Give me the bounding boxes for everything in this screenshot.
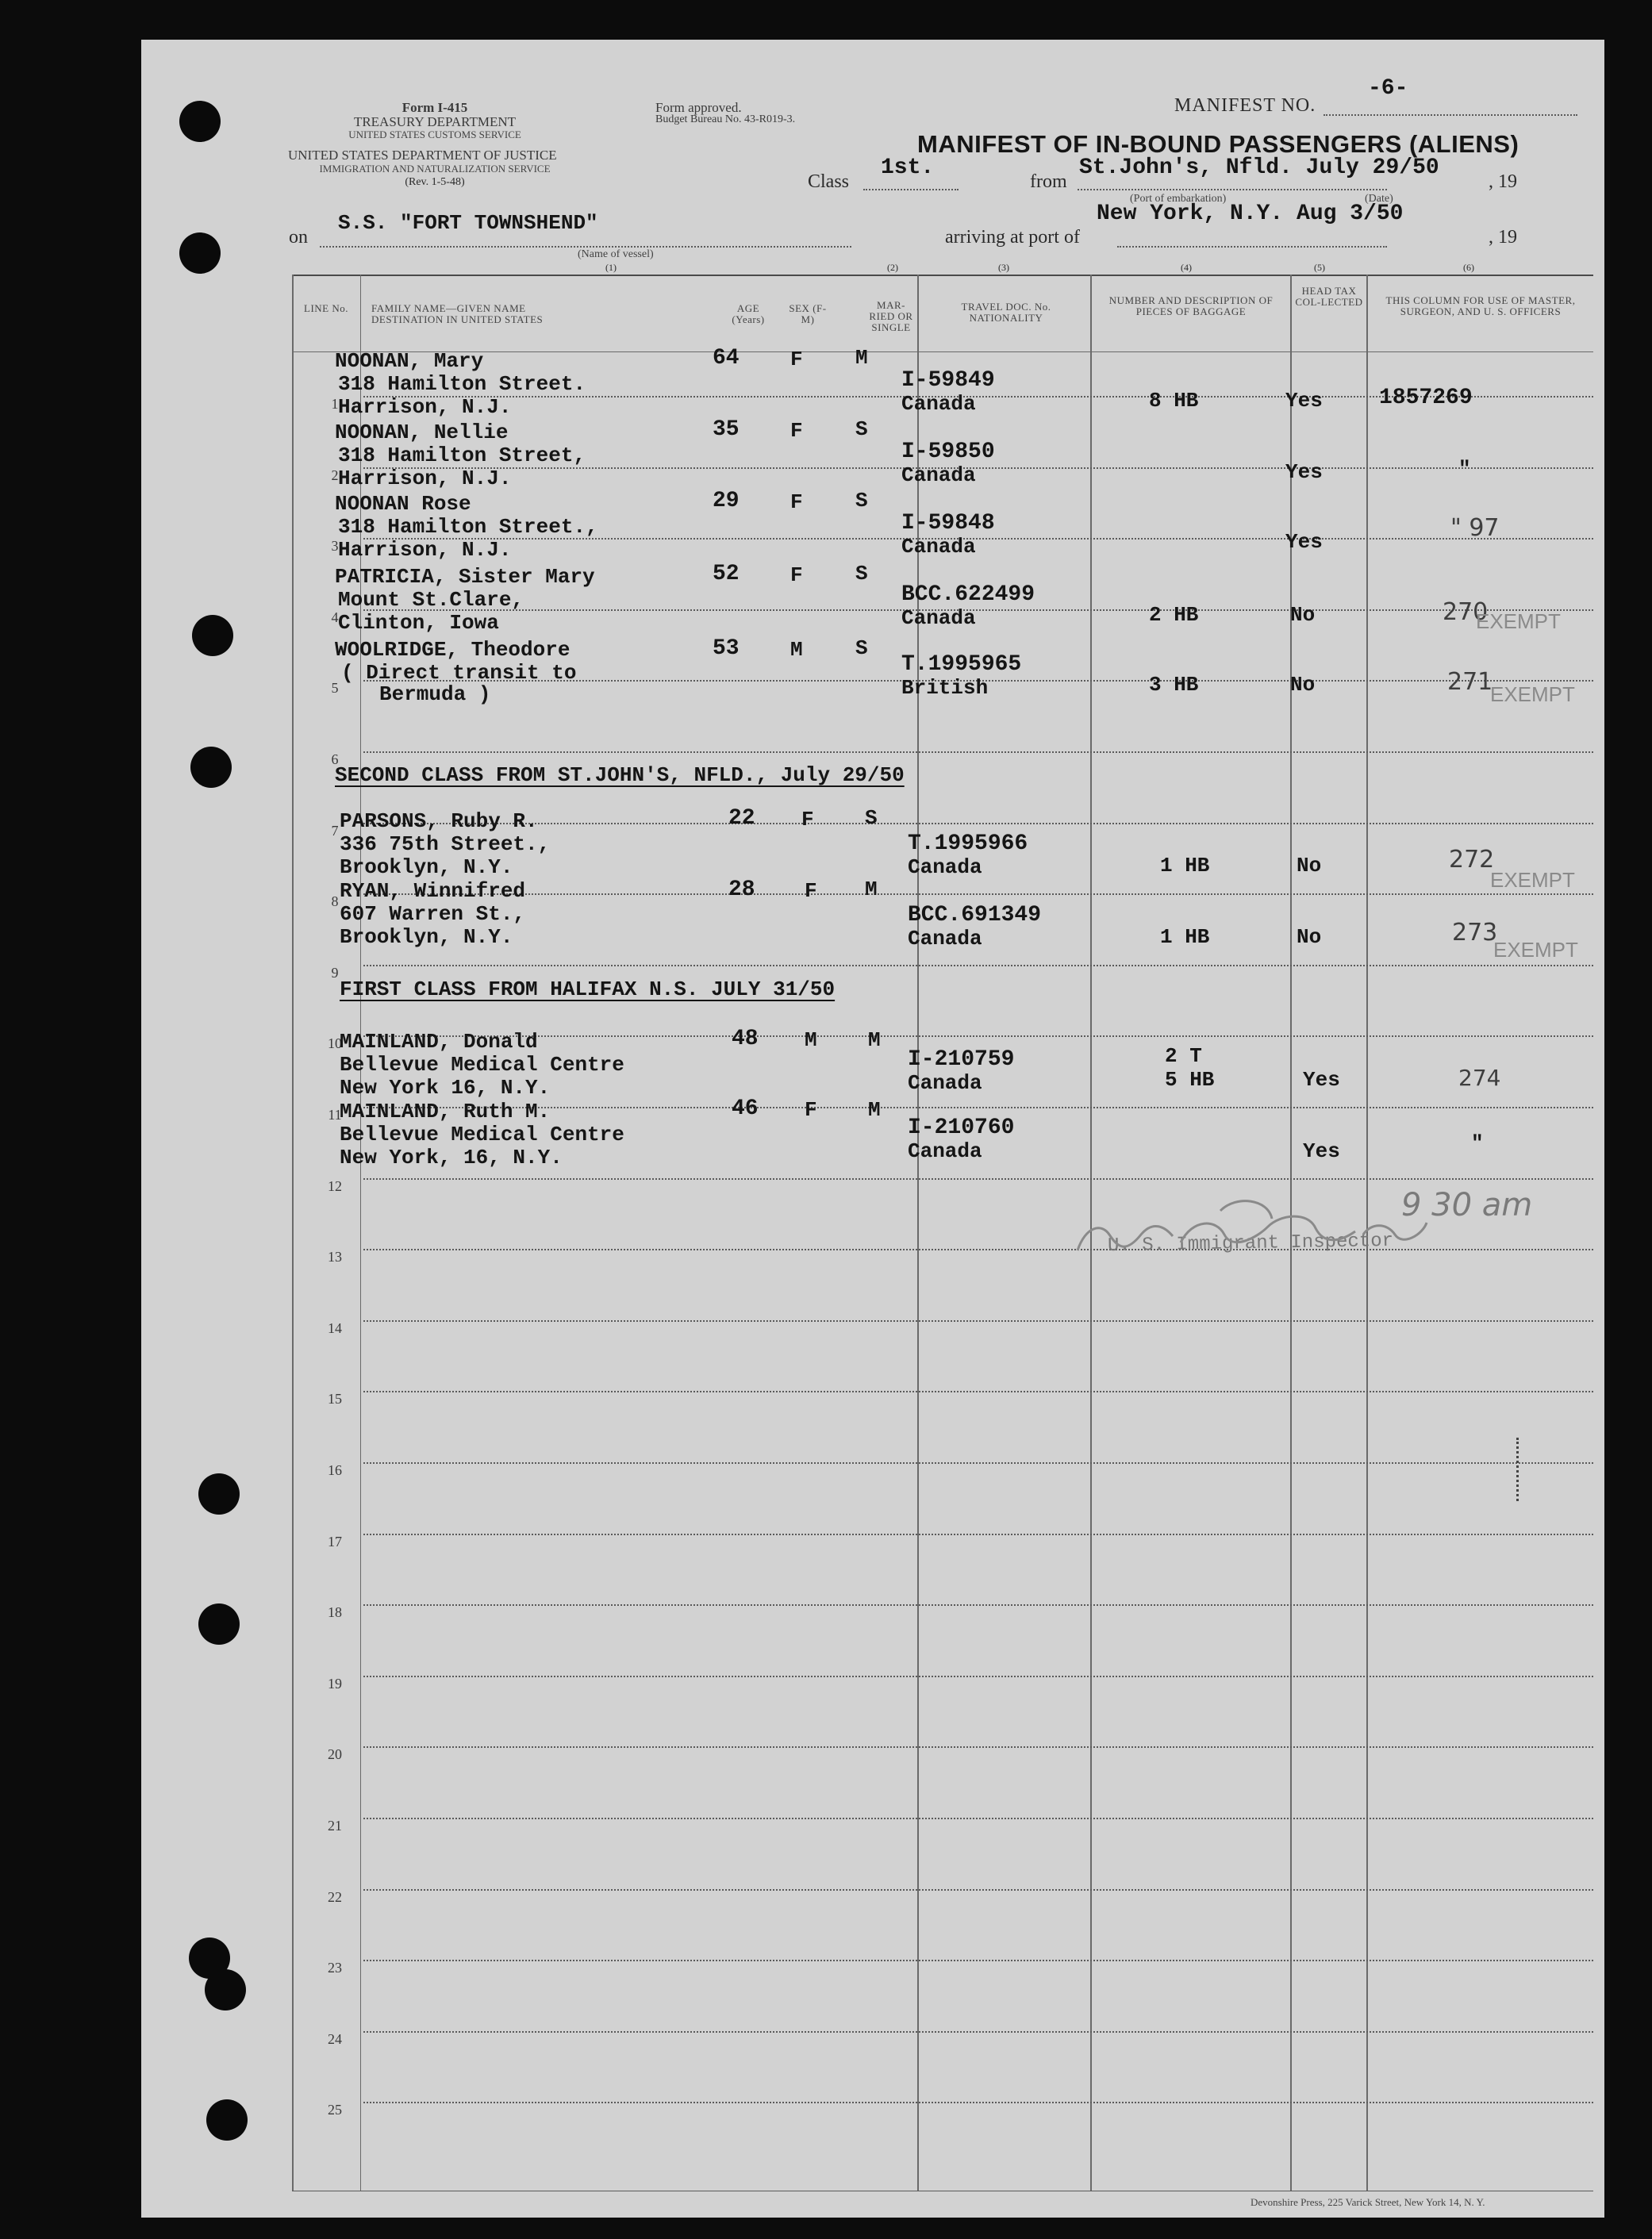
class-line [863,189,959,190]
passenger-nationality: Canada [901,392,976,416]
passenger-age: 29 [713,489,740,513]
table-top-rule [292,275,1593,276]
binder-hole [206,2099,248,2141]
arriving-label: arriving at port of [945,227,1080,248]
line-number: 18 [328,1604,342,1620]
line-number: 24 [328,2031,342,2047]
row-rule [363,1462,1593,1464]
from-value: St.John's, Nfld. July 29/50 [1079,156,1439,180]
passenger-name: RYAN, Winnifred [340,879,526,903]
passenger-age: 64 [713,346,740,371]
customs-service: UNITED STATES CUSTOMS SERVICE [348,129,521,140]
line-number: 17 [328,1534,342,1550]
row-rule [363,2031,1593,2033]
row-rule [363,1035,1593,1037]
line-number: 10 [328,1035,342,1051]
head-tax-value: No [1297,854,1322,878]
passenger-baggage: 2 T [1165,1044,1202,1068]
officer-entry: 270 [1443,598,1489,626]
header-sex: SEX (F-M) [789,302,827,325]
passenger-name: NOONAN, Nellie [335,421,509,444]
passenger-address-line: ( Direct transit to [341,661,577,685]
row-rule [363,823,1593,824]
exempt-stamp: EXEMPT [1490,682,1575,706]
passenger-age: 52 [713,562,740,586]
passenger-sex: F [790,348,803,371]
col-num-4: (4) [1181,262,1192,273]
section-heading-second-class: SECOND CLASS FROM ST.JOHN'S, NFLD., July 29/50 [335,763,905,787]
passenger-sex: M [790,638,803,662]
passenger-marital: M [868,1098,881,1122]
passenger-name: PATRICIA, Sister Mary [335,565,595,589]
form-number: Form I-415 [401,100,468,115]
passenger-name: MAINLAND, Ruth M. [340,1100,551,1123]
line-number: 4 [331,609,339,625]
passenger-address-line: 336 75th Street., [340,832,551,856]
head-tax-value: Yes [1285,389,1323,413]
passenger-marital: M [868,1028,881,1052]
arriving-value: New York, N.Y. Aug 3/50 [1097,202,1404,226]
passenger-travel-doc: T.1995966 [908,831,1028,856]
row-rule [363,1676,1593,1677]
year-two: , 19 [1489,227,1517,248]
passenger-sex: M [805,1028,817,1052]
header-age: AGE (Years) [732,302,765,325]
manifest-sheet [141,40,1604,2218]
passenger-name: NOONAN, Mary [335,349,484,373]
line-number: 20 [328,1746,342,1762]
head-tax-value: No [1290,603,1316,627]
line-number: 5 [331,680,339,696]
passenger-sex: F [790,419,803,443]
passenger-travel-doc: BCC.622499 [901,582,1035,607]
row-rule [363,965,1593,966]
from-label: from [1030,171,1067,192]
col-divider-doc [917,275,919,2191]
ins-service: IMMIGRATION AND NATURALIZATION SERVICE [319,163,551,175]
passenger-name: NOONAN Rose [335,492,471,516]
officer-entry: 272 [1449,846,1495,874]
head-tax-value: Yes [1303,1139,1340,1163]
passenger-address-line: New York 16, N.Y. [340,1076,551,1100]
header-officers: THIS COLUMN FOR USE OF MASTER, SURGEON, AND U. S. OFFICERS [1385,294,1576,317]
passenger-baggage: 5 HB [1165,1068,1215,1092]
exempt-stamp: EXEMPT [1490,868,1575,892]
port-embarkation-note: (Port of embarkation) [1130,193,1227,205]
officer-entry: " [1458,457,1471,481]
from-line [1078,189,1387,190]
col-num-3: (3) [998,262,1009,273]
header-line-no: LINE No. [304,302,348,314]
form-revision: (Rev. 1-5-48) [405,176,465,188]
line-number: 23 [328,1960,342,1976]
row-rule [363,1960,1593,1961]
row-rule [363,609,1593,611]
passenger-address-line: 318 Hamilton Street., [338,515,598,539]
treasury-dept: TREASURY DEPARTMENT [353,114,517,129]
passenger-marital: M [865,878,878,901]
passenger-age: 53 [713,636,740,661]
row-rule [363,1746,1593,1748]
passenger-address-line: New York, 16, N.Y. [340,1146,563,1169]
passenger-sex: F [805,1098,817,1122]
passenger-address-line: Mount St.Clare, [338,588,524,612]
passenger-nationality: Canada [908,1071,982,1095]
head-tax-value: No [1297,925,1322,949]
line-number: 6 [331,751,339,767]
section-heading-first-class-halifax: FIRST CLASS FROM HALIFAX N.S. JULY 31/50 [340,977,836,1001]
passenger-sex: F [790,563,803,587]
binder-hole [198,1473,240,1515]
passenger-age: 22 [728,806,755,831]
binder-hole [205,1969,246,2010]
header-head-tax: HEAD TAX COL-LECTED [1295,285,1363,308]
line-number: 14 [328,1320,342,1336]
line-number: 12 [328,1178,342,1194]
class-label: Class [808,171,850,192]
passenger-name: WOOLRIDGE, Theodore [335,638,571,662]
officer-entry: 271 [1447,668,1493,696]
binder-hole [190,747,232,788]
passenger-baggage: 1 HB [1160,854,1210,878]
passenger-age: 28 [728,878,755,902]
binder-hole [179,101,221,142]
line-number: 11 [328,1107,342,1123]
passenger-age: 48 [732,1027,759,1051]
line-number: 3 [331,538,339,554]
binder-hole [198,1603,240,1645]
binder-hole [192,615,233,656]
passenger-address-line: Harrison, N.J. [338,395,512,419]
line-number: 21 [328,1818,342,1834]
col-num-1: (1) [605,262,617,273]
line-number: 25 [328,2102,342,2118]
passenger-age: 35 [713,417,740,442]
passenger-sex: F [801,808,814,831]
class-value: 1st. [881,156,935,180]
passenger-address-line: Harrison, N.J. [338,467,512,490]
head-tax-value: Yes [1285,460,1323,484]
passenger-baggage: 3 HB [1149,673,1199,697]
table-header-rule [292,351,1593,352]
passenger-address-line: Clinton, Iowa [338,611,499,635]
passenger-travel-doc: T.1995965 [901,652,1022,677]
line-number: 9 [331,965,339,981]
line-number: 8 [331,893,339,909]
passenger-marital: S [855,489,868,513]
line-number: 13 [328,1249,342,1265]
line-number: 1 [331,396,339,412]
passenger-name: MAINLAND, Donald [340,1030,538,1054]
passenger-sex: F [805,879,817,903]
justice-dept: UNITED STATES DEPARTMENT OF JUSTICE [288,148,557,163]
exempt-stamp: EXEMPT [1493,938,1578,962]
header-travel-doc: TRAVEL DOC. No. NATIONALITY [961,301,1051,324]
year-one: , 19 [1489,171,1517,192]
printer-footer: Devonshire Press, 225 Varick Street, New York 14, N. Y. [1251,2196,1485,2208]
passenger-marital: S [855,636,868,660]
inspector-time: 9 30 am [1401,1187,1533,1223]
passenger-travel-doc: I-210760 [908,1116,1015,1140]
col-num-6: (6) [1463,262,1474,273]
passenger-marital: S [855,417,868,441]
row-rule [363,1391,1593,1392]
row-rule [363,1818,1593,1819]
head-tax-value: Yes [1285,530,1323,554]
col-num-2: (2) [887,262,898,273]
manifest-title: MANIFEST OF IN-BOUND PASSENGERS (ALIENS) [917,130,1519,158]
officer-entry: 1857269 [1379,386,1473,410]
budget-bureau: Budget Bureau No. 43-R019-3. [655,113,796,125]
row-rule [363,1604,1593,1606]
row-rule [363,2102,1593,2103]
immigrant-inspector-stamp: U. S. Immigrant Inspector [1107,1230,1394,1258]
passenger-address-line: 318 Hamilton Street, [338,444,586,467]
header-baggage: NUMBER AND DESCRIPTION OF PIECES OF BAGGAGE [1108,294,1274,317]
passenger-nationality: Canada [908,855,982,879]
binder-hole [179,232,221,274]
passenger-baggage: 8 HB [1149,389,1199,413]
arriving-line [1117,246,1387,248]
edge-marks [1516,1438,1522,1501]
manifest-no-label: MANIFEST NO. [1174,95,1316,116]
exempt-stamp: EXEMPT [1476,609,1561,633]
form-approved: Form approved. [655,100,742,115]
manifest-no-line [1324,114,1577,116]
passenger-travel-doc: BCC.691349 [908,903,1042,927]
passenger-marital: S [855,562,868,586]
passenger-address-line: Bellevue Medical Centre [340,1053,624,1077]
line-number: 7 [331,823,339,839]
passenger-nationality: Canada [901,463,976,487]
col-num-5: (5) [1314,262,1325,273]
passenger-address-line: Bermuda ) [379,682,491,706]
officer-entry: " 97 [1450,514,1500,542]
col-divider-line [292,275,294,2191]
passenger-baggage: 1 HB [1160,925,1210,949]
line-number: 22 [328,1889,342,1905]
officer-entry: 274 [1458,1065,1501,1091]
passenger-nationality: Canada [908,927,982,951]
header-married: MAR-RIED OR SINGLE [869,299,913,333]
row-rule [363,1534,1593,1535]
passenger-nationality: Canada [908,1139,982,1163]
passenger-travel-doc: I-59849 [901,368,995,393]
manifest-no-value: -6- [1368,76,1408,101]
passenger-nationality: British [901,676,989,700]
passenger-marital: S [865,806,878,830]
passenger-address-line: 318 Hamilton Street. [338,372,586,396]
row-rule [363,1320,1593,1322]
passenger-travel-doc: I-210759 [908,1047,1015,1072]
passenger-address-line: Bellevue Medical Centre [340,1123,624,1146]
officer-entry: 273 [1452,919,1498,947]
passenger-age: 46 [732,1096,759,1121]
passenger-marital: M [855,346,868,370]
passenger-nationality: Canada [901,606,976,630]
passenger-travel-doc: I-59848 [901,511,995,536]
vessel-note: (Name of vessel) [578,248,654,260]
header-name: FAMILY NAME—GIVEN NAME DESTINATION IN UNITED STATES [371,302,544,325]
head-tax-value: Yes [1303,1068,1340,1092]
row-rule [363,893,1593,895]
officer-entry: " [1471,1131,1484,1155]
vessel-line [320,246,851,248]
passenger-nationality: Canada [901,535,976,559]
line-number: 15 [328,1391,342,1407]
passenger-name: PARSONS, Ruby R. [340,809,538,833]
on-label: on [289,227,308,248]
row-rule [363,751,1593,753]
passenger-sex: F [790,490,803,514]
row-rule [363,1889,1593,1891]
passenger-travel-doc: I-59850 [901,440,995,464]
vessel-name: S.S. "FORT TOWNSHEND" [338,211,598,235]
passenger-address-line: Brooklyn, N.Y. [340,855,513,879]
passenger-address-line: Harrison, N.J. [338,538,512,562]
date-note: (Date) [1365,193,1393,205]
line-number: 19 [328,1676,342,1692]
passenger-address-line: Brooklyn, N.Y. [340,925,513,949]
line-number: 16 [328,1462,342,1478]
passenger-baggage: 2 HB [1149,603,1199,627]
head-tax-value: No [1290,673,1316,697]
line-number: 2 [331,467,339,483]
passenger-address-line: 607 Warren St., [340,902,526,926]
